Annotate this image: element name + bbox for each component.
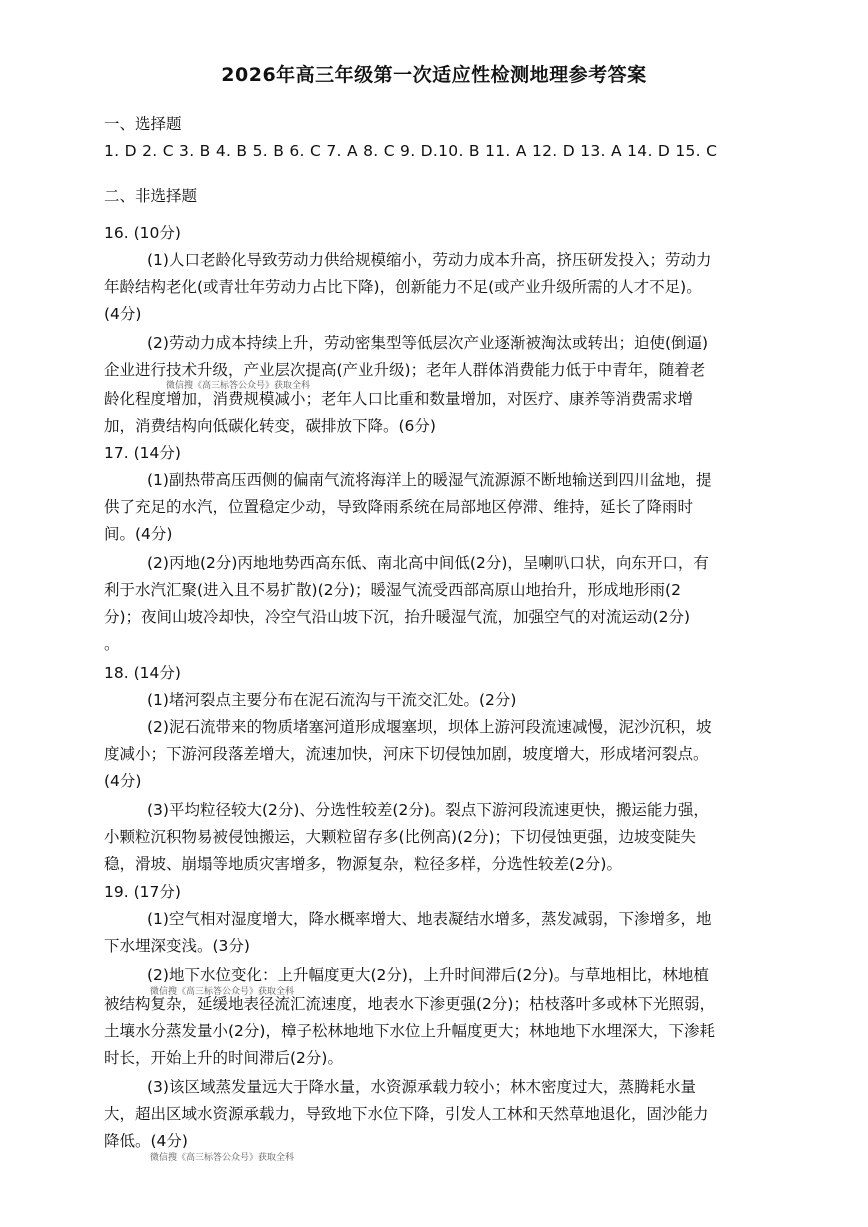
answer-text-line: 供了充足的水汽，位置稳定少动，导致降雨系统在局部地区停滞、维持，延长了降雨时 <box>104 498 694 516</box>
answer-text-line: 度减小；下游河段落差增大，流速加快，河床下切侵蚀加剧，坡度增大，形成堵河裂点。 <box>104 745 709 763</box>
answer-text-line: (2)泥石流带来的物质堵塞河道形成堰塞坝，坝体上游河段流速减慢，泥沙沉积，坡 <box>147 718 712 736</box>
answer-text-line: 时长，开始上升的时间滞后(2分)。 <box>104 1049 343 1067</box>
answer-text-line: (1)堵河裂点主要分布在泥石流沟与干流交汇处。(2分) <box>147 691 517 709</box>
answer-text-line: (1)副热带高压西侧的偏南气流将海洋上的暖湿气流源源不断地输送到四川盆地，提 <box>147 471 712 489</box>
section-heading-choice: 一、选择题 <box>104 115 182 133</box>
answer-text-line: 加，消费结构向低碳化转变，碳排放下降。(6分) <box>104 417 436 435</box>
answer-text-line: 降低。(4分) <box>104 1132 188 1150</box>
answer-text-line: 利于水汽汇聚(进入且不易扩散)(2分)；暖湿气流受西部高原山地抬升，形成地形雨(2 <box>104 581 681 599</box>
answer-text-line: 大，超出区域水资源承载力，导致地下水位下降，引发人工林和天然草地退化，固沙能力 <box>104 1105 709 1123</box>
answer-text-line: 。 <box>104 635 120 653</box>
answer-text-line: (2)地下水位变化：上升幅度更大(2分)，上升时间滞后(2分)。与草地相比，林地植 <box>147 966 709 984</box>
answer-text-line: (4分) <box>104 305 142 323</box>
answer-text-line: 年龄结构老化(或青壮年劳动力占比下降)，创新能力不足(或产业升级所需的人才不足)。 <box>104 278 702 296</box>
answer-text-line: (4分) <box>104 772 142 790</box>
answer-text-line: (2)丙地(2分)丙地地势西高东低、南北高中间低(2分)，呈喇叭口状，向东开口，有 <box>147 554 709 572</box>
answer-text-line: 间。(4分) <box>104 525 173 543</box>
answer-text-line: 下水埋深变浅。(3分) <box>104 937 250 955</box>
section-heading-nonchoice: 二、非选择题 <box>104 187 198 205</box>
choice-answers: 1. D 2. C 3. B 4. B 5. B 6. C 7. A 8. C 9. D.10. B 11. A 12. D 13. A 14. D 15. C <box>104 142 718 160</box>
answer-text-line: (3)该区域蒸发量远大于降水量，水资源承载力较小；林木密度过大，蒸腾耗水量 <box>147 1078 696 1096</box>
question-17-header: 17. (14分) <box>104 444 181 462</box>
watermark-text: 微信搜《高三标答公众号》获取全科 <box>150 1153 295 1163</box>
answer-text-line: 小颗粒沉积物易被侵蚀搬运，大颗粒留存多(比例高)(2分)；下切侵蚀更强，边坡变陡失 <box>104 828 697 846</box>
question-19-header: 19. (17分) <box>104 883 181 901</box>
answer-text-line: (2)劳动力成本持续上升，劳动密集型等低层次产业逐渐被淘汰或转出；迫使(倒逼) <box>147 334 709 352</box>
watermark-text: 微信搜《高三标答公众号》获取全科 <box>150 987 295 997</box>
question-18-header: 18. (14分) <box>104 664 181 682</box>
watermark-text: 微信搜《高三标答公众号》获取全科 <box>166 381 311 391</box>
question-16-header: 16. (10分) <box>104 224 181 242</box>
answer-text-line: 企业进行技术升级，产业层次提高(产业升级)；老年人群体消费能力低于中青年，随着老 <box>104 361 706 379</box>
answer-text-line: 被结构复杂，延缓地表径流汇流速度，地表水下渗更强(2分)；枯枝落叶多或林下光照弱， <box>104 995 715 1013</box>
answer-text-line: (3)平均粒径较大(2分)、分选性较差(2分)。裂点下游河段流速更快，搬运能力强， <box>147 801 709 819</box>
answer-text-line: 分)；夜间山坡冷却快，冷空气沿山坡下沉，抬升暖湿气流，加强空气的对流运动(2分) <box>104 608 691 626</box>
answer-text-line: 龄化程度增加，消费规模减小；老年人口比重和数量增加，对医疗、康养等消费需求增 <box>104 390 694 408</box>
page-title: 2026年高三年级第一次适应性检测地理参考答案 <box>221 64 647 86</box>
answer-text-line: 稳，滑坡、崩塌等地质灾害增多，物源复杂，粒径多样，分选性较差(2分)。 <box>104 855 622 873</box>
answer-text-line: (1)人口老龄化导致劳动力供给规模缩小，劳动力成本升高，挤压研发投入；劳动力 <box>147 251 712 269</box>
answer-text-line: (1)空气相对湿度增大，降水概率增大、地表凝结水增多，蒸发减弱，下渗增多，地 <box>147 910 712 928</box>
answer-text-line: 土壤水分蒸发量小(2分)，樟子松林地地下水位上升幅度更大；林地地下水埋深大，下渗耗 <box>104 1022 715 1040</box>
